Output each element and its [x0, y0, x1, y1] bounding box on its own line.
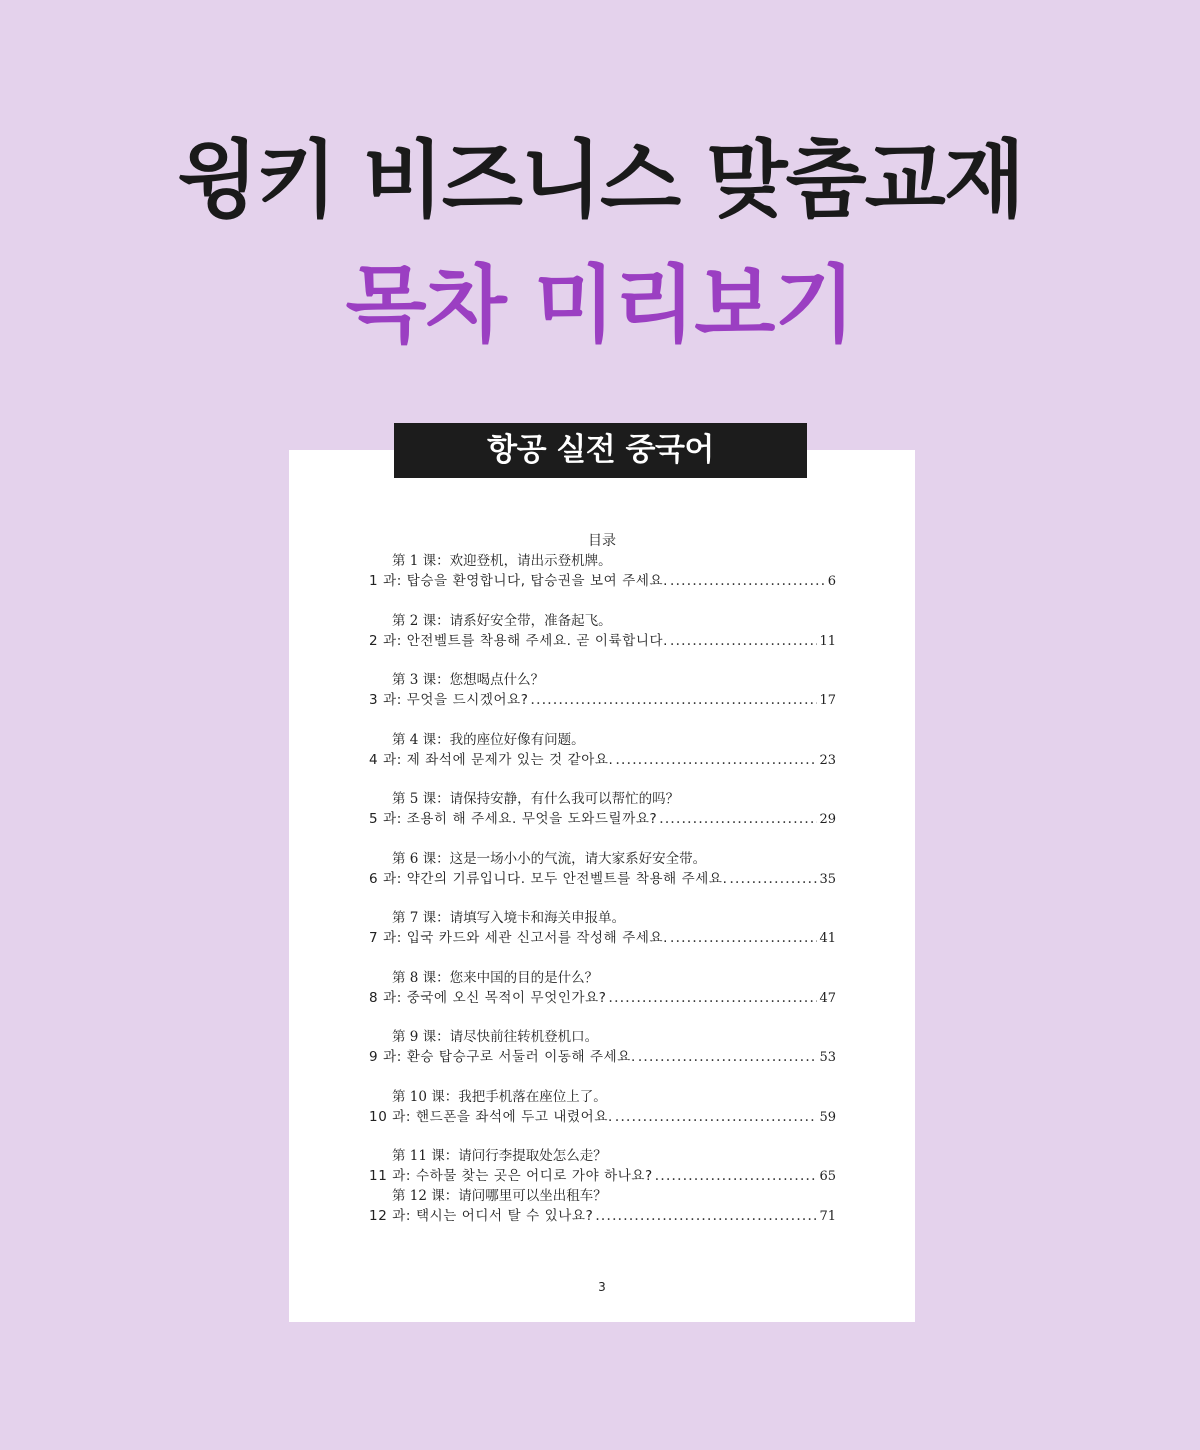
- toc-entry-korean-row: [369, 1205, 836, 1227]
- toc-entry-page: 47: [819, 990, 836, 1006]
- course-banner: 항공 실전 중국어: [394, 423, 807, 478]
- toc-entry-9: [369, 1028, 836, 1068]
- dot-leader: [531, 689, 818, 711]
- dot-leader: [615, 749, 817, 771]
- dot-leader: [595, 1205, 817, 1227]
- toc-entry-chinese: 第 4 课：我的座位好像有问题。: [392, 731, 585, 748]
- toc-entry-korean-row: [369, 1165, 836, 1187]
- toc-entry-korean-row: [369, 570, 836, 592]
- toc-entry-korean-row: [369, 987, 836, 1009]
- toc-entry-page: 53: [819, 1050, 836, 1065]
- toc-entry-3: [369, 671, 836, 711]
- toc-entry-chinese: 第 12 课：请问哪里可以坐出租车？: [392, 1188, 607, 1204]
- toc-entry-chinese: 第 1 课：欢迎登机，请出示登机牌。: [392, 553, 612, 569]
- toc-entry-korean-row: [369, 749, 836, 771]
- toc-entry-11: [369, 1147, 836, 1187]
- toc-entry-12: [369, 1187, 836, 1227]
- toc-document-page: [289, 450, 915, 1322]
- toc-entry-page: 6: [827, 574, 836, 589]
- toc-entry-korean-row: [369, 1046, 836, 1068]
- toc-entry-page: 65: [819, 1169, 836, 1184]
- toc-entry-6: [369, 850, 836, 890]
- toc-entry-10: [369, 1088, 836, 1128]
- toc-entry-page: 35: [819, 871, 836, 887]
- toc-entry-2: [369, 612, 836, 652]
- dot-leader: [670, 927, 817, 949]
- toc-entry-page: 11: [819, 633, 836, 649]
- toc-entry-7: [369, 909, 836, 949]
- toc-entry-page: 17: [819, 693, 836, 708]
- toc-entry-korean: 7 과: 입국 카드와 세관 신고서를 작성해 주세요.: [369, 930, 669, 946]
- toc-entry-chinese: 第 3 课：您想喝点什么？: [392, 672, 545, 688]
- toc-entry-korean-row: [369, 689, 836, 711]
- dot-leader: [615, 1106, 818, 1128]
- dot-leader: [729, 868, 817, 890]
- toc-entry-chinese: 第 11 课：请问行李提取处怎么走？: [392, 1148, 607, 1164]
- page-title: 윙키 비즈니스 맞춤교재: [177, 131, 1023, 229]
- toc-entry-korean-row: [369, 927, 836, 949]
- toc-entry-korean: 5 과: 조용히 해 주세요. 무엇을 도와드릴까요?: [369, 811, 658, 827]
- toc-entry-4: [369, 731, 836, 771]
- toc-entry-korean: 1 과: 탑승을 환영합니다, 탑승권을 보여 주세요.: [369, 573, 669, 589]
- dot-leader: [670, 630, 817, 652]
- toc-entry-korean: 8 과: 중국에 오신 목적이 무엇인가요?: [369, 989, 607, 1006]
- toc-entry-page: 59: [819, 1109, 836, 1125]
- toc-title: 目录: [588, 533, 616, 549]
- toc-entry-korean: 4 과: 제 좌석에 문제가 있는 것 같아요.: [369, 751, 614, 768]
- toc-entry-korean: 10 과: 핸드폰을 좌석에 두고 내렸어요.: [369, 1108, 613, 1125]
- toc-entry-1: [369, 552, 836, 592]
- toc-entry-korean-row: [369, 868, 836, 890]
- toc-entry-chinese: 第 5 课：请保持安静，有什么我可以帮忙的吗？: [392, 791, 680, 807]
- toc-entry-page: 29: [819, 812, 836, 827]
- toc-entry-page: 23: [819, 752, 836, 768]
- dot-leader: [670, 570, 826, 592]
- toc-entry-chinese: 第 2 课：请系好安全带，准备起飞。: [392, 612, 612, 629]
- toc-entry-korean: 12 과: 택시는 어디서 탈 수 있나요?: [369, 1208, 594, 1224]
- toc-entry-chinese: 第 10 课：我把手机落在座位上了。: [392, 1088, 607, 1105]
- toc-entry-korean-row: [369, 808, 836, 830]
- toc-entry-korean: 6 과: 약간의 기류입니다. 모두 안전벨트를 착용해 주세요.: [369, 870, 728, 887]
- toc-entry-5: [369, 790, 836, 830]
- toc-entry-chinese: 第 9 课：请尽快前往转机登机口。: [392, 1029, 599, 1045]
- toc-entry-korean: 11 과: 수하물 찾는 곳은 어디로 가야 하나요?: [369, 1168, 653, 1184]
- toc-entry-chinese: 第 6 课：这是一场小小的气流，请大家系好安全带。: [392, 850, 707, 867]
- toc-entry-8: [369, 969, 836, 1009]
- toc-entry-chinese: 第 7 课：请填写入境卡和海关申报单。: [392, 910, 626, 926]
- toc-entry-korean-row: [369, 630, 836, 652]
- toc-entry-korean: 3 과: 무엇을 드시겠어요?: [369, 692, 529, 708]
- dot-leader: [609, 987, 818, 1009]
- dot-leader: [655, 1165, 818, 1187]
- toc-entry-page: 41: [819, 931, 836, 946]
- dot-leader: [638, 1046, 818, 1068]
- toc-entry-korean: 2 과: 안전벨트를 착용해 주세요. 곧 이륙합니다.: [369, 632, 669, 649]
- page-number: 3: [598, 1280, 606, 1294]
- toc-entry-korean: 9 과: 환승 탑승구로 서둘러 이동해 주세요.: [369, 1049, 636, 1065]
- toc-entry-korean-row: [369, 1106, 836, 1128]
- toc-entry-chinese: 第 8 课：您来中国的目的是什么？: [392, 969, 599, 986]
- dot-leader: [659, 808, 817, 830]
- toc-entry-page: 71: [819, 1209, 836, 1224]
- page-subtitle: 목차 미리보기: [345, 256, 855, 354]
